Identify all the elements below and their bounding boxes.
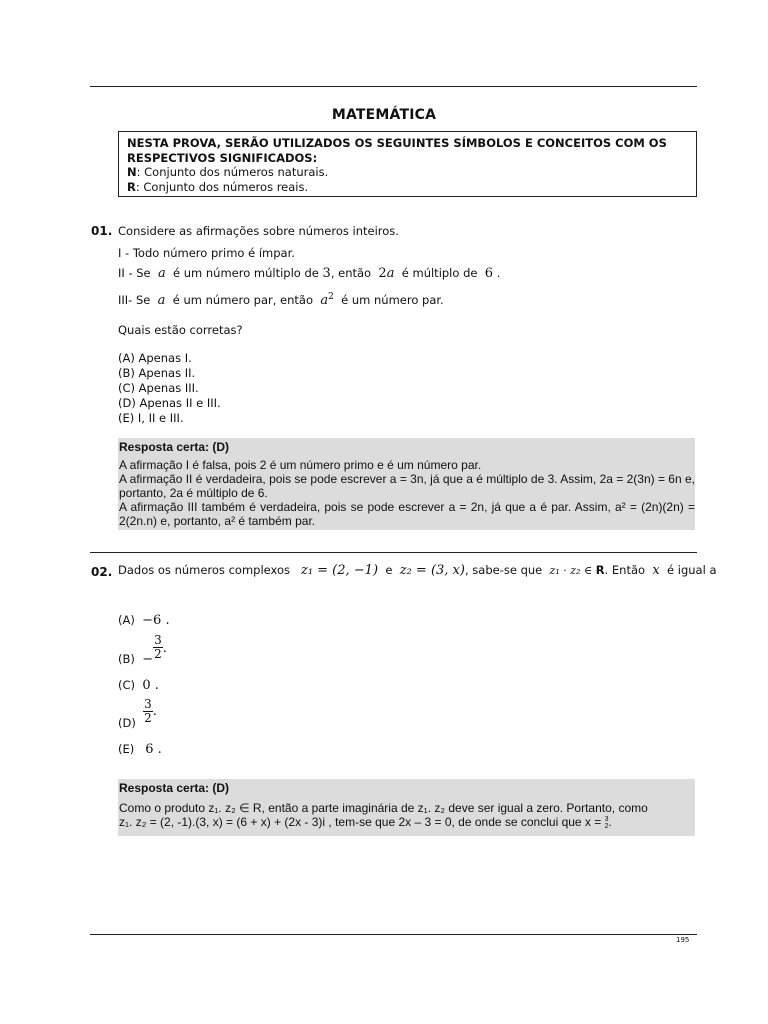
q1-option-c[interactable]: (C) Apenas III.	[118, 381, 199, 395]
q1-statement-1: I - Todo número primo é ímpar.	[118, 246, 295, 260]
q2-option-e[interactable]: (E) 6 .	[118, 742, 162, 757]
notice-box	[118, 131, 697, 197]
q1-answer-head: Resposta certa: (D)	[119, 440, 230, 454]
q2-option-b[interactable]: (B) − $\frac{3}{2}$ .	[118, 633, 167, 667]
q1-options	[118, 351, 221, 426]
q2-answer-line-1: Como o produto z₁. z₂ ∈ R, então a parte imaginária de z₁. z₂ deve ser igual a zero. Portanto, como	[119, 801, 648, 815]
bottom-rule	[90, 934, 697, 935]
q2-answer-head: Resposta certa: (D)	[119, 781, 230, 795]
q2-number: 02.	[91, 565, 113, 579]
page-number: 195	[676, 936, 690, 944]
q1-option-d[interactable]: (D) Apenas II e III.	[118, 396, 221, 410]
top-rule	[90, 86, 697, 87]
q1-option-a[interactable]: (A) Apenas I.	[118, 351, 192, 365]
q1-stem: Considere as afirmações sobre números inteiros.	[118, 224, 399, 238]
q2-answer-box	[118, 779, 695, 836]
q1-number: 01.	[91, 224, 113, 238]
q1-option-e[interactable]: (E) I, II e III.	[118, 411, 184, 425]
notice-n-line: N: Conjunto dos números naturais.	[127, 165, 329, 179]
q1-statement-3: III- Se a é um número par, então $a^2$ é um número par.	[118, 292, 444, 308]
q1-option-b[interactable]: (B) Apenas II.	[118, 366, 196, 380]
notice-heading: NESTA PROVA, SERÃO UTILIZADOS OS SEGUINTES SÍMBOLOS E CONCEITOS COM OS RESPECTIVOS SIGNIFICADOS:	[127, 136, 667, 165]
q2-option-d[interactable]: (D) $\frac{3}{2}$ .	[118, 697, 157, 730]
q1-answer-line-2: A afirmação II é verdadeira, pois se pode escrever a = 3n, já que a é múltiplo de 3. Assim, 2a = 2(3n) = 6n e, portanto, 2a é múltiplo de 6.	[119, 472, 695, 500]
q2-option-a[interactable]: (A) −6 .	[118, 613, 170, 628]
mid-rule	[90, 552, 697, 553]
q2-stem: Dados os números complexos z₁ = (2, −1) e z₂ = (3, x), sabe-se que z₁ · z₂ ∈ R. Então x é igual a	[118, 563, 717, 578]
page-title: MATEMÁTICA	[331, 107, 437, 123]
notice-r-line: R: Conjunto dos números reais.	[127, 179, 309, 194]
q1-statement-2: II - Se a é um número múltiplo de 3, então 2a é múltiplo de 6 .	[118, 266, 501, 281]
q1-answer-box	[118, 438, 695, 530]
q2-option-c[interactable]: (C) 0 .	[118, 678, 159, 693]
q1-answer-line-1: A afirmação I é falsa, pois 2 é um número primo e é um número par.	[119, 458, 482, 472]
q2-answer-line-2: z₁. z₂ = (2, -1).(3, x) = (6 + x) + (2x - 3)i , tem-se que 2x – 3 = 0, de onde se conclui que x = 3 2 .	[119, 815, 612, 830]
q2-answer-fraction: 3 2	[604, 815, 609, 830]
q1-answer-line-3: A afirmação III também é verdadeira, pois se pode escrever a = 2n, já que a é par. Assim, a² = (2n)(2n) = 2(2n.n) e, portanto, a² é também par.	[119, 500, 695, 528]
q1-answer-body	[118, 456, 695, 528]
q2-answer-body	[118, 797, 695, 830]
q1-question: Quais estão corretas?	[118, 323, 243, 337]
